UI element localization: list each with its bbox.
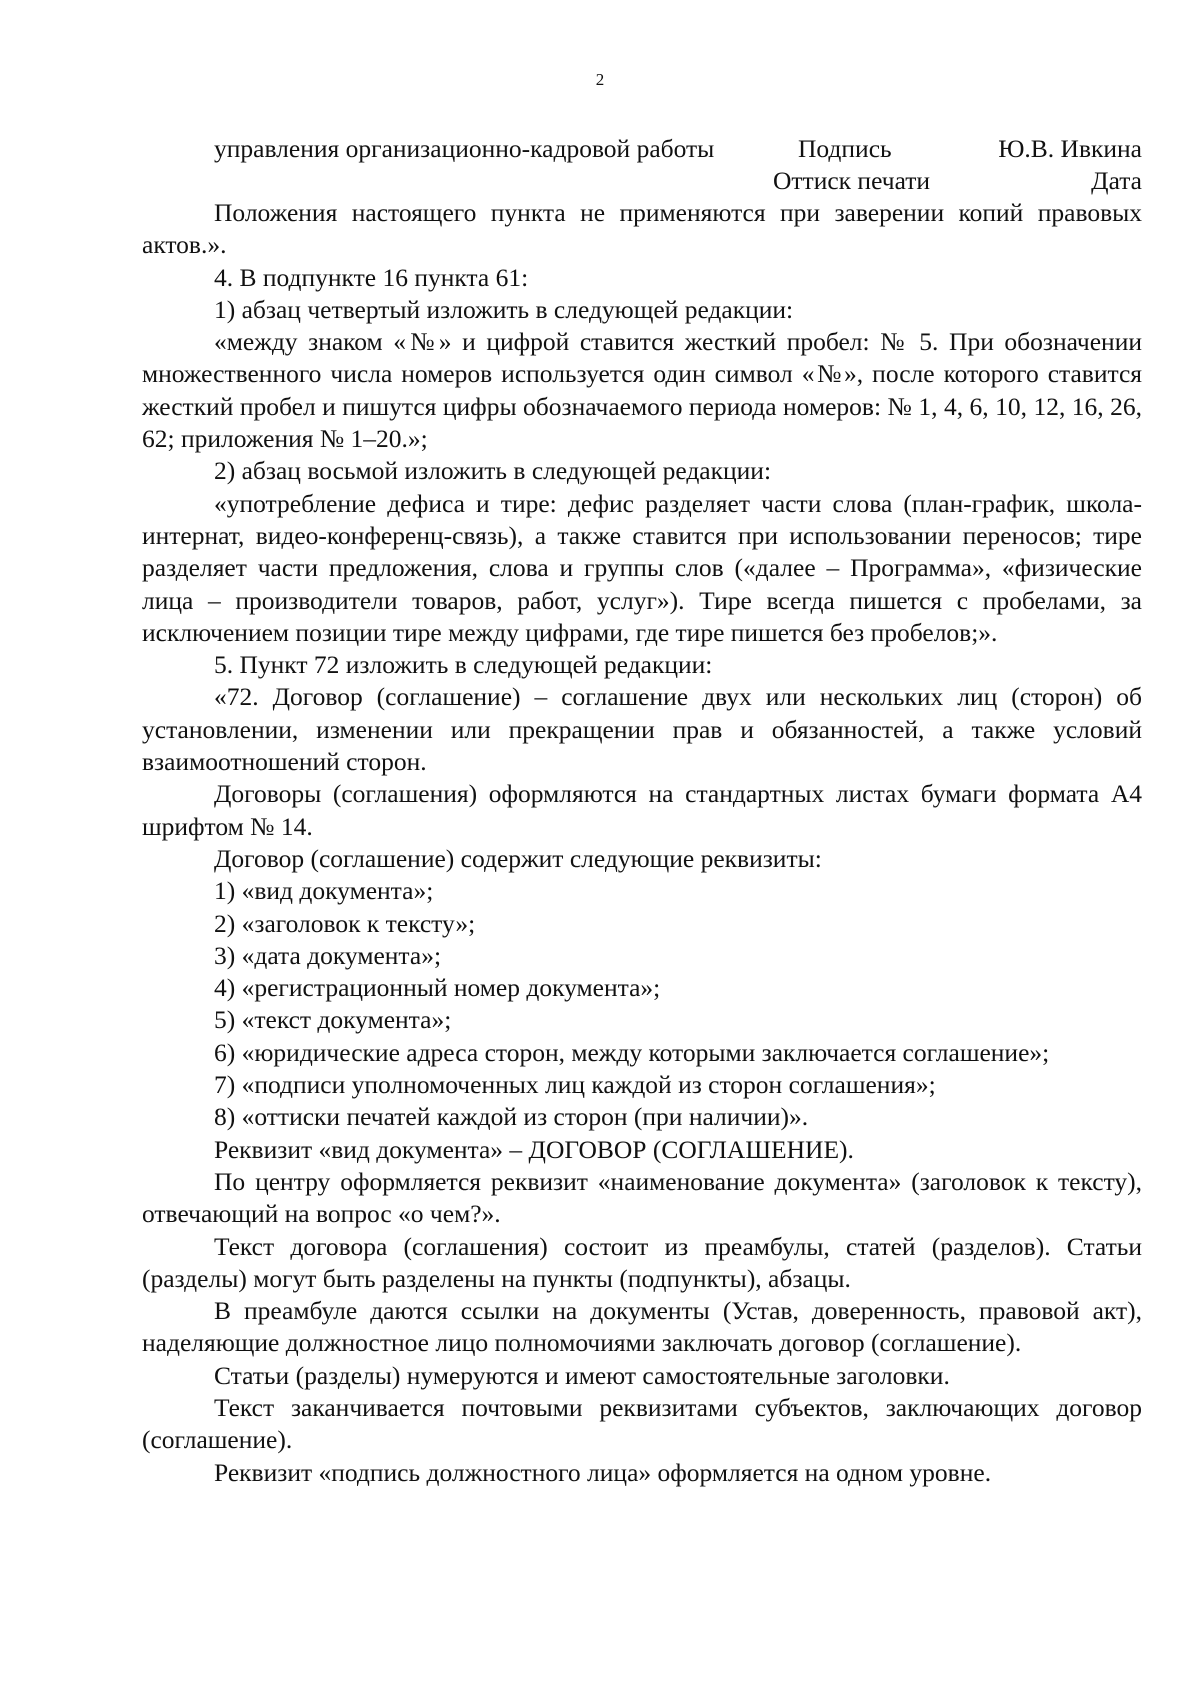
list-item: 4) «регистрационный номер документа»; bbox=[214, 973, 661, 1003]
paragraph: Статьи (разделы) нумеруются и имеют самостоятельные заголовки. bbox=[214, 1360, 950, 1390]
paragraph: Реквизит «вид документа» – ДОГОВОР (СОГЛАШЕНИЕ). bbox=[214, 1134, 854, 1164]
paragraph: «72. Договор (соглашение) – соглашение двух или нескольких лиц (сторон) об установлении, изменении или прекращении прав и обязанностей, а также условий взаимоотношений сторон. bbox=[142, 682, 1142, 777]
paragraph: Реквизит «подпись должностного лица» оформляется на одном уровне. bbox=[214, 1457, 992, 1487]
paragraph: По центру оформляется реквизит «наименование документа» (заголовок к тексту), отвечающий на вопрос «о чем?». bbox=[142, 1166, 1142, 1229]
paragraph: «между знаком «№» и цифрой ставится жесткий пробел: № 5. При обозначении множественного числа номеров используется один символ «№», после которого ставится жесткий пробел и пишутся цифры обозначаемого периода номеров: № 1, 4, 6, 10, 12, 16, 26, 62; приложения № 1–20.»; bbox=[142, 327, 1142, 454]
paragraph: В преамбуле даются ссылки на документы (Устав, доверенность, правовой акт), наделяющие должностное лицо полномочиями заключать договор (соглашение). bbox=[142, 1296, 1142, 1358]
paragraph: Договор (соглашение) содержит следующие реквизиты: bbox=[214, 843, 822, 873]
paragraph: 2) абзац восьмой изложить в следующей редакции: bbox=[214, 456, 772, 486]
paragraph: 4. В подпункте 16 пункта 61: bbox=[214, 262, 529, 292]
paragraph: «употребление дефиса и тире: дефис разделяет части слова (план-график, школа-интернат, видео-конференц-связь), а также ставится при использовании переносов; тире разделяет части предложения, слова и группы слов («далее – Программа», «физические лица – производители товаров, работ, услуг»). Тире всегда пишется с пробелами, за исключением позиции тире между цифрами, где тире пишется без пробелов;». bbox=[142, 488, 1142, 647]
list-item: 7) «подписи уполномоченных лиц каждой из сторон соглашения»; bbox=[214, 1070, 936, 1100]
signature-date-label: Дата bbox=[1091, 166, 1142, 195]
signature-name: Ю.В. Ивкина bbox=[998, 134, 1142, 163]
signature-row-1 bbox=[142, 133, 1142, 165]
paragraph: 5. Пункт 72 изложить в следующей редакции: bbox=[214, 650, 713, 680]
list-item: 2) «заголовок к тексту»; bbox=[214, 908, 476, 938]
signature-row-2 bbox=[142, 165, 1142, 197]
signature-stamp-label: Оттиск печати bbox=[773, 166, 931, 195]
paragraph: 1) абзац четвертый изложить в следующей редакции: bbox=[214, 294, 794, 324]
page-number: 2 bbox=[595, 70, 605, 89]
document-body bbox=[142, 197, 1142, 1489]
signature-position: управления организационно-кадровой работы bbox=[214, 134, 715, 163]
list-item: 5) «текст документа»; bbox=[214, 1005, 452, 1035]
paragraph: Текст заканчивается почтовыми реквизитами субъектов, заключающих договор (соглашение). bbox=[142, 1392, 1142, 1455]
list-item: 6) «юридические адреса сторон, между которыми заключается соглашение»; bbox=[214, 1037, 1050, 1067]
signature-sign-label: Подпись bbox=[798, 134, 892, 163]
paragraph: Договоры (соглашения) оформляются на стандартных листах бумаги формата А4 шрифтом № 14. bbox=[142, 779, 1142, 841]
paragraph: Положения настоящего пункта не применяются при заверении копий правовых актов.». bbox=[142, 198, 1142, 260]
list-item: 1) «вид документа»; bbox=[214, 876, 434, 906]
list-item: 3) «дата документа»; bbox=[214, 940, 442, 970]
paragraph: Текст договора (соглашения) состоит из преамбулы, статей (разделов). Статьи (разделы) могут быть разделены на пункты (подпункты), абзацы. bbox=[142, 1231, 1142, 1293]
list-item: 8) «оттиски печатей каждой из сторон (при наличии)». bbox=[214, 1102, 809, 1132]
